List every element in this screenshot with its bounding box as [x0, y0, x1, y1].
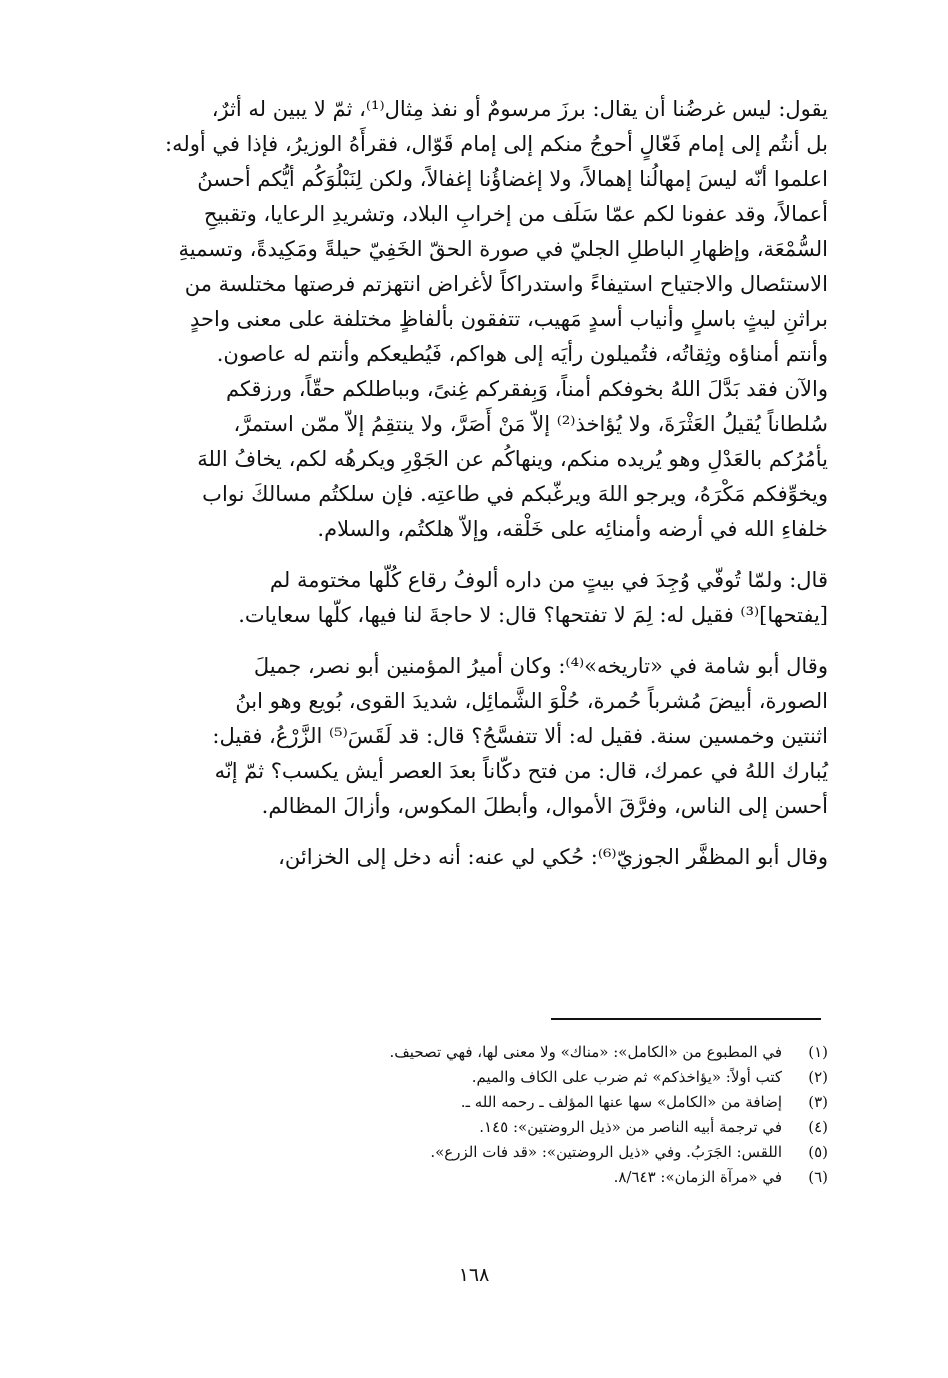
footnote-divider	[551, 1018, 821, 1020]
text-line: سُلطاناً يُقيلُ العَثْرَةَ، ولا يُؤاخذ⁽²⁾ إلاّ مَنْ أَصَرَّ، ولا ينتقِمُ إلاّ ممّن استمرَّ،	[233, 412, 828, 436]
footnote-number: (١)	[808, 1043, 828, 1061]
footnote-number: (٥)	[808, 1143, 828, 1161]
paragraph-4	[96, 840, 828, 875]
text-line: يأمُرُكم بالعَدْلِ وهو يُريده منكم، وينهاكُم عن الجَوْرِ ويكرهُه لكم، يخافُ اللهَ	[197, 447, 828, 471]
text-line: وقال أبو شامة في «تاريخه»⁽⁴⁾: وكان أميرُ المؤمنين أبو نصر، جميلَ	[253, 654, 828, 678]
footnote-text: في «مرآة الزمان»: ٨/٦٤٣.	[613, 1168, 782, 1186]
text-line: ويخوِّفكم مَكْرَهُ، ويرجو اللهَ ويرغّبكم في طاعتِه. فإن سلكتُم مسالكَ نواب	[202, 482, 828, 506]
footnote-text: في المطبوع من «الكامل»: «مناك» ولا معنى لها، فهي تصحيف.	[389, 1043, 782, 1061]
footnotes	[96, 1040, 828, 1190]
footnote-number: (٦)	[808, 1168, 828, 1186]
text-line: [يفتحها]⁽³⁾ فقيل له: لِمَ لا تفتحها؟ قال: لا حاجةَ لنا فيها، كلّها سعايات.	[238, 603, 828, 627]
footnote-text: اللقس: الجَرَبُ. وفي «ذيل الروضتين»: «قد فات الزرع».	[430, 1143, 782, 1161]
text-line: براثنِ ليثٍ باسلٍ وأنياب أسدٍ مَهيب، تتفقون بألفاظٍ مختلفة على معنى واحدٍ	[189, 307, 828, 331]
footnote-number: (٤)	[808, 1118, 828, 1136]
text-line: خلفاءِ الله في أرضه وأمنائِه على خَلْقه، وإلاّ هلكتُم، والسلام.	[317, 517, 828, 541]
footnote-number: (٣)	[808, 1093, 828, 1111]
text-line: الصورة، أبيضَ مُشرباً حُمرة، حُلْوَ الشَّمائِل، شديدَ القوى، بُويع وهو ابنُ	[235, 689, 828, 713]
paragraph-2	[96, 563, 828, 633]
text-line: اعلموا أنّه ليسَ إمهالُنا إهمالاً، ولا إغضاؤُنا إغفالاً، ولكن لِنَبْلُوَكُم أيُّكم أحسنُ	[197, 167, 828, 191]
footnote-item	[96, 1165, 828, 1190]
footnote-number: (٢)	[808, 1068, 828, 1086]
footnote-text: إضافة من «الكامل» سها عنها المؤلف ـ رحمه الله ـ.	[460, 1093, 782, 1111]
footnote-item	[96, 1115, 828, 1140]
text-line: الاستئصال والاجتياح استيفاءً واستدراكاً لأغراض انتهزتم فرصتها مختلسة من	[184, 272, 828, 296]
text-line: أحسن إلى الناس، وفرَّقَ الأموال، وأبطلَ المكوس، وأزالَ المظالم.	[261, 794, 828, 818]
footnote-item	[96, 1090, 828, 1115]
footnote-item	[96, 1040, 828, 1065]
text-line: يُبارك اللهُ في عمرك، قال: من فتح دكّاناً بعدَ العصر أيش يكسب؟ ثمّ إنّه	[214, 759, 828, 783]
footnote-item	[96, 1140, 828, 1165]
text-line: أعمالاً، وقد عفونا لكم عمّا سَلَف من إخرابِ البلاد، وتشريدِ الرعايا، وتقبيحِ	[203, 202, 828, 226]
paragraph-3	[96, 649, 828, 824]
text-line: وقال أبو المظفَّر الجوزيّ⁽⁶⁾: حُكي لي عنه: أنه دخل إلى الخزائن،	[278, 845, 828, 869]
text-line: يقول: ليس غرضُنا أن يقال: برزَ مرسومٌ أو نفذ مِثال⁽¹⁾، ثمّ لا يبين له أثرٌ،	[211, 97, 828, 121]
footnote-text: في ترجمة أبيه الناصر من «ذيل الروضتين»: ١٤٥.	[479, 1118, 782, 1136]
footnote-text: كتب أولاً: «يؤاخذكم» ثم ضرب على الكاف والميم.	[471, 1068, 782, 1086]
footnote-item	[96, 1065, 828, 1090]
text-line: قال: ولمّا تُوفّي وُجِدَ في بيتٍ من داره ألوفُ رقاع كُلّها مختومة لم	[269, 568, 828, 592]
text-line: اثنتين وخمسين سنة. فقيل له: ألا تتفسَّحُ؟ قال: قد لَقَسَ⁽⁵⁾ الزَّرْعُ، فقيل:	[212, 724, 828, 748]
text-line: وأنتم أمناؤه وثِقاتُه، فتُميلون رأيَه إلى هواكم، فَيُطيعكم وأنتم له عاصون.	[216, 342, 828, 366]
page-number: ١٦٨	[458, 1264, 490, 1286]
text-line: السُّمْعَة، وإظهارِ الباطلِ الجليّ في صورة الحقّ الخَفِيّ حيلةً ومَكِيدةً، وتسميةِ	[178, 237, 828, 261]
text-line: والآن فقد بَدَّلَ اللهُ بخوفكم أمناً، وَبِفقركم غِنىً، وبباطلكم حقّاً، ورزقكم	[225, 377, 828, 401]
main-text	[96, 92, 828, 875]
text-line: بل أنتُم إلى إمام فَعّالٍ أحوجُ منكم إلى إمام قَوّال، فقرأَهُ الوزيرُ، فإذا في أوله:	[165, 132, 828, 156]
paragraph-1	[96, 92, 828, 547]
